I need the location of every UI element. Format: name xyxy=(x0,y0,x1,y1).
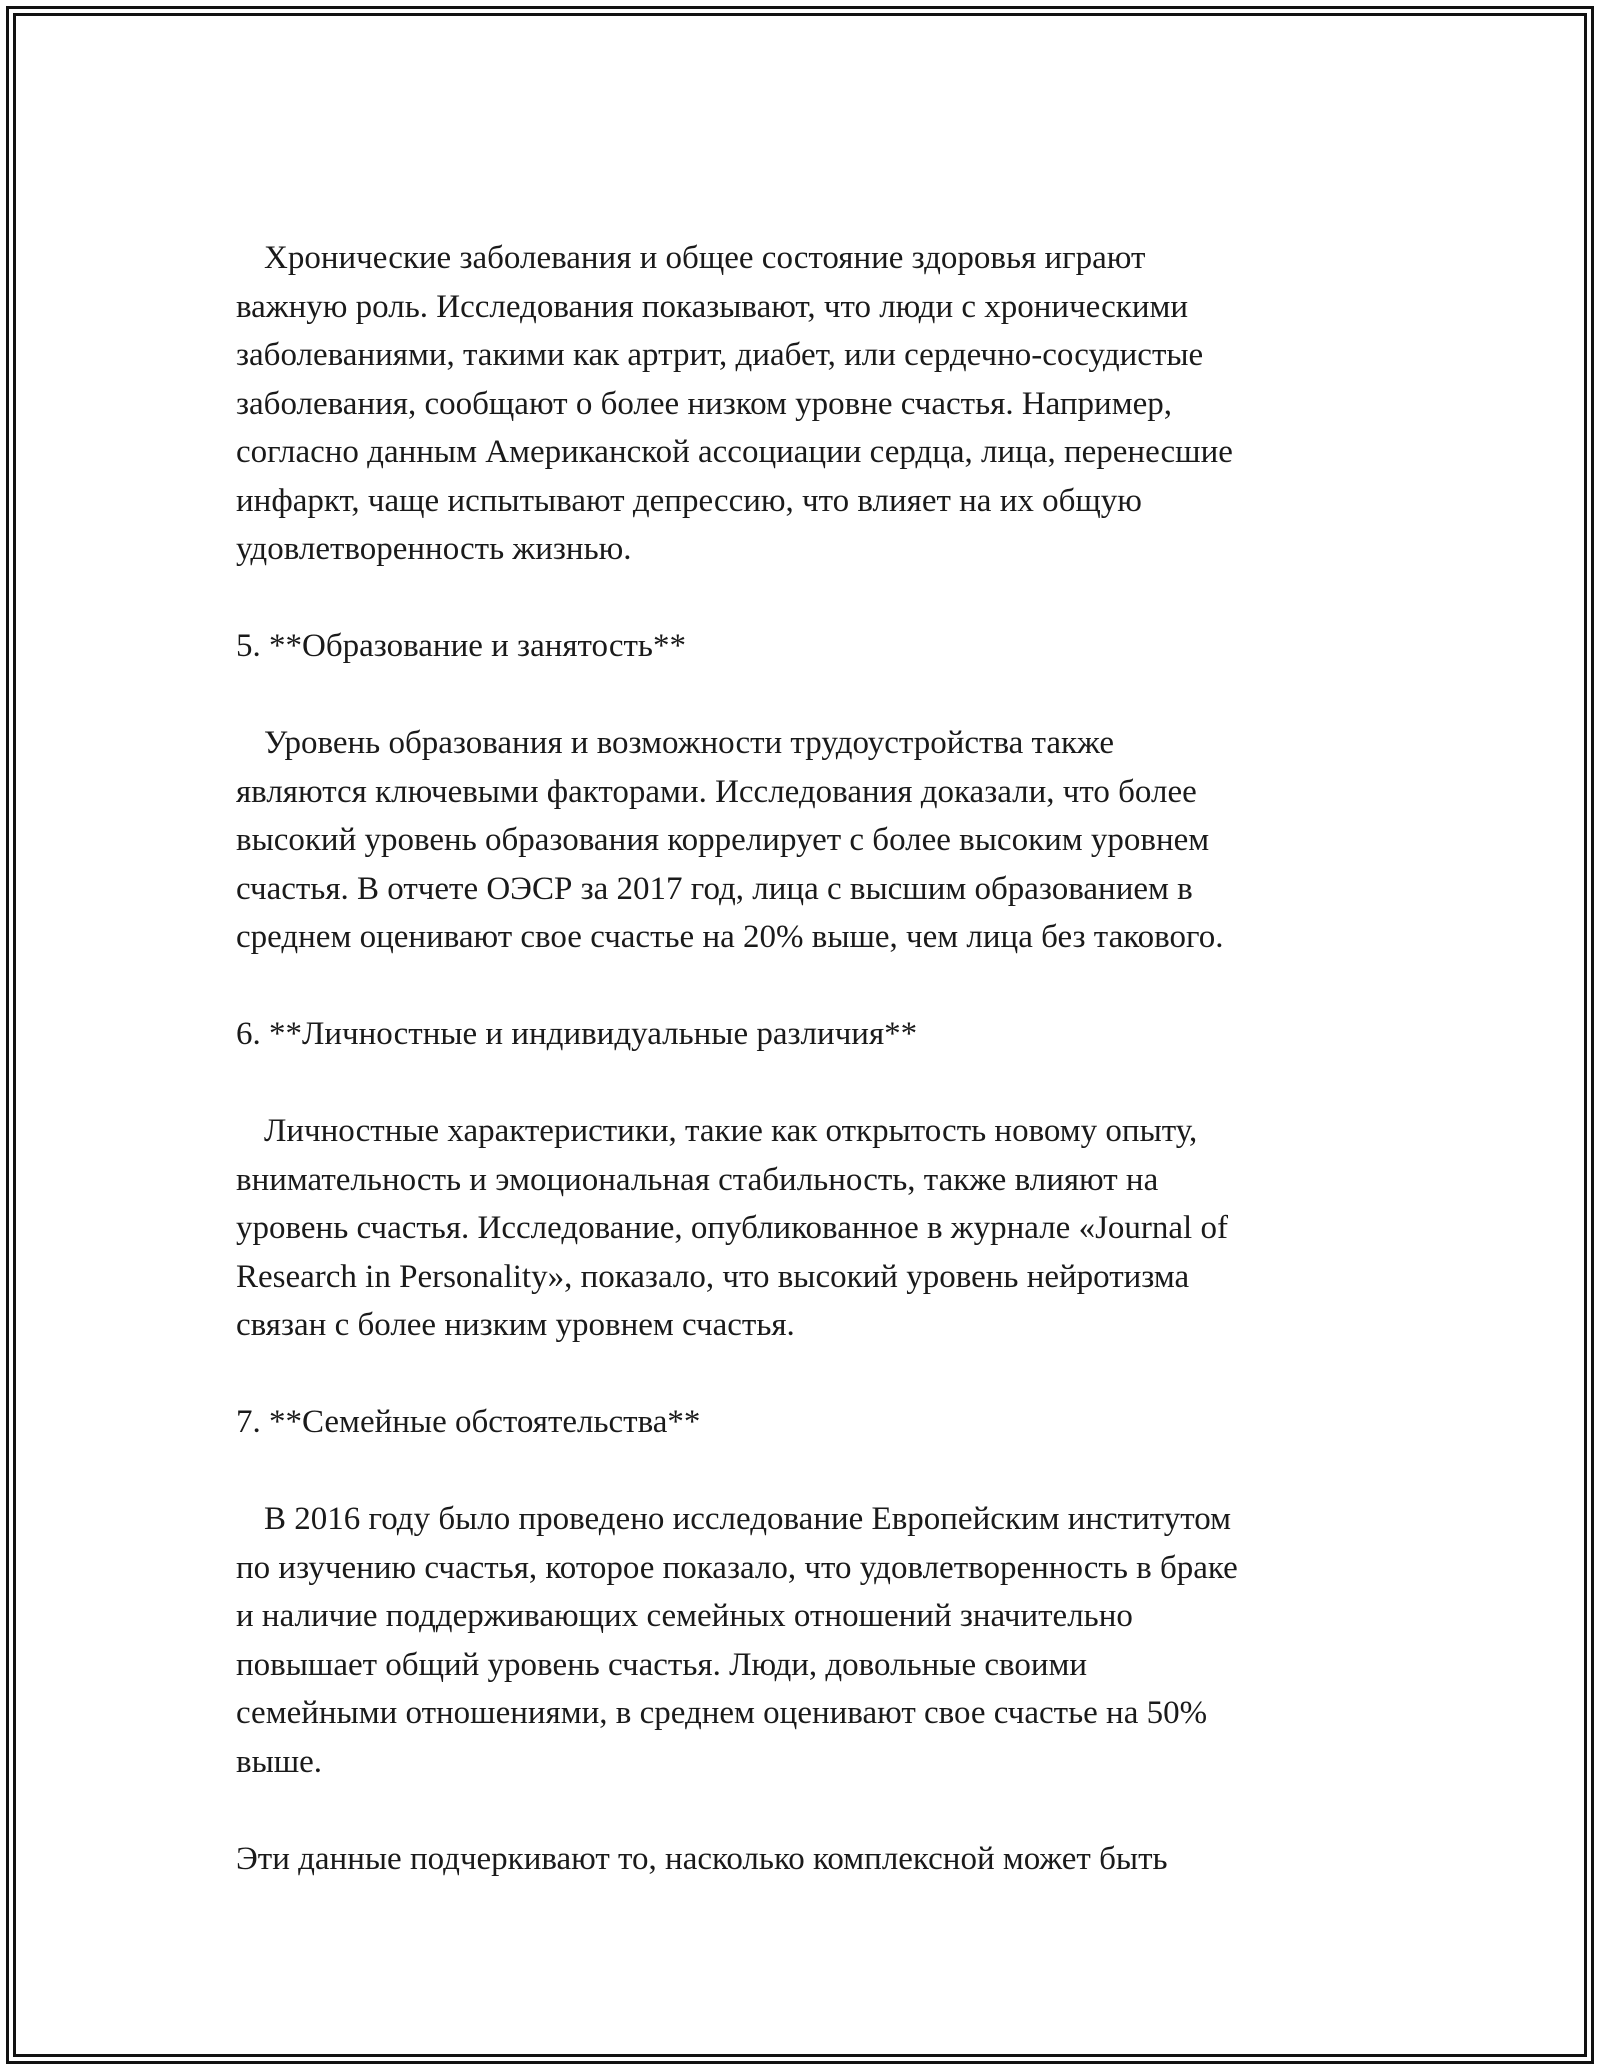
text-line: Уровень образования и возможности трудоустройства также xyxy=(264,725,1115,761)
paragraph-chronic-diseases xyxy=(236,234,1366,574)
paragraph-family xyxy=(236,1495,1366,1786)
text-line: уровень счастья. Исследование, опубликованное в журнале «Journal of xyxy=(236,1210,1228,1246)
section-heading-personality: 6. **Личностные и индивидуальные различия** xyxy=(236,1016,918,1052)
document-body xyxy=(236,234,1366,1883)
text-line: заболевания, сообщают о более низком уровне счастья. Например, xyxy=(236,385,1172,422)
text-line: счастья. В отчете ОЭСР за 2017 год, лица с высшим образованием в xyxy=(236,870,1193,907)
text-line: В 2016 году было проведено исследование Европейским институтом xyxy=(264,1501,1231,1537)
text-line: и наличие поддерживающих семейных отношений значительно xyxy=(236,1598,1133,1634)
paragraph-conclusion xyxy=(236,1835,1366,1884)
text-line: по изучению счастья, которое показало, что удовлетворенность в браке xyxy=(236,1549,1238,1586)
paragraph-gap xyxy=(236,1786,1366,1835)
paragraph-gap xyxy=(236,574,1366,623)
text-line: удовлетворенность жизнью. xyxy=(236,531,632,567)
text-line: важную роль. Исследования показывают, что люди с хроническими xyxy=(236,288,1189,325)
paragraph-gap xyxy=(236,962,1366,1011)
text-line: являются ключевыми факторами. Исследования доказали, что более xyxy=(236,773,1197,810)
text-line: Личностные характеристики, такие как открытость новому опыту, xyxy=(264,1113,1198,1149)
text-line: семейными отношениями, в среднем оценивают свое счастье на 50% xyxy=(236,1695,1208,1731)
text-line: Research in Personality», показало, что высокий уровень нейротизма xyxy=(236,1258,1190,1295)
section-heading-family: 7. **Семейные обстоятельства** xyxy=(236,1404,701,1440)
text-line: повышает общий уровень счастья. Люди, довольные своими xyxy=(236,1646,1088,1683)
paragraph-gap xyxy=(236,1447,1366,1496)
paragraph-gap xyxy=(236,1350,1366,1399)
paragraph-gap xyxy=(236,671,1366,720)
text-line: согласно данным Американской ассоциации сердца, лица, перенесшие xyxy=(236,434,1233,470)
text-line: среднем оценивают свое счастье на 20% выше, чем лица без такового. xyxy=(236,919,1224,955)
text-line: выше. xyxy=(236,1743,323,1780)
text-line: Хронические заболевания и общее состояние здоровья играют xyxy=(264,240,1146,276)
text-line: связан с более низким уровнем счастья. xyxy=(236,1307,795,1343)
text-line: Эти данные подчеркивают то, насколько комплексной может быть xyxy=(236,1840,1168,1877)
paragraph-education xyxy=(236,719,1366,962)
text-line: заболеваниями, такими как артрит, диабет, или сердечно-сосудистые xyxy=(236,337,1204,373)
paragraph-personality xyxy=(236,1107,1366,1350)
text-line: высокий уровень образования коррелирует с более высоким уровнем xyxy=(236,822,1210,858)
section-heading-education: 5. **Образование и занятость** xyxy=(236,628,686,664)
text-line: инфаркт, чаще испытывают депрессию, что влияет на их общую xyxy=(236,482,1142,519)
paragraph-gap xyxy=(236,1059,1366,1108)
text-line: внимательность и эмоциональная стабильность, также влияют на xyxy=(236,1161,1159,1198)
